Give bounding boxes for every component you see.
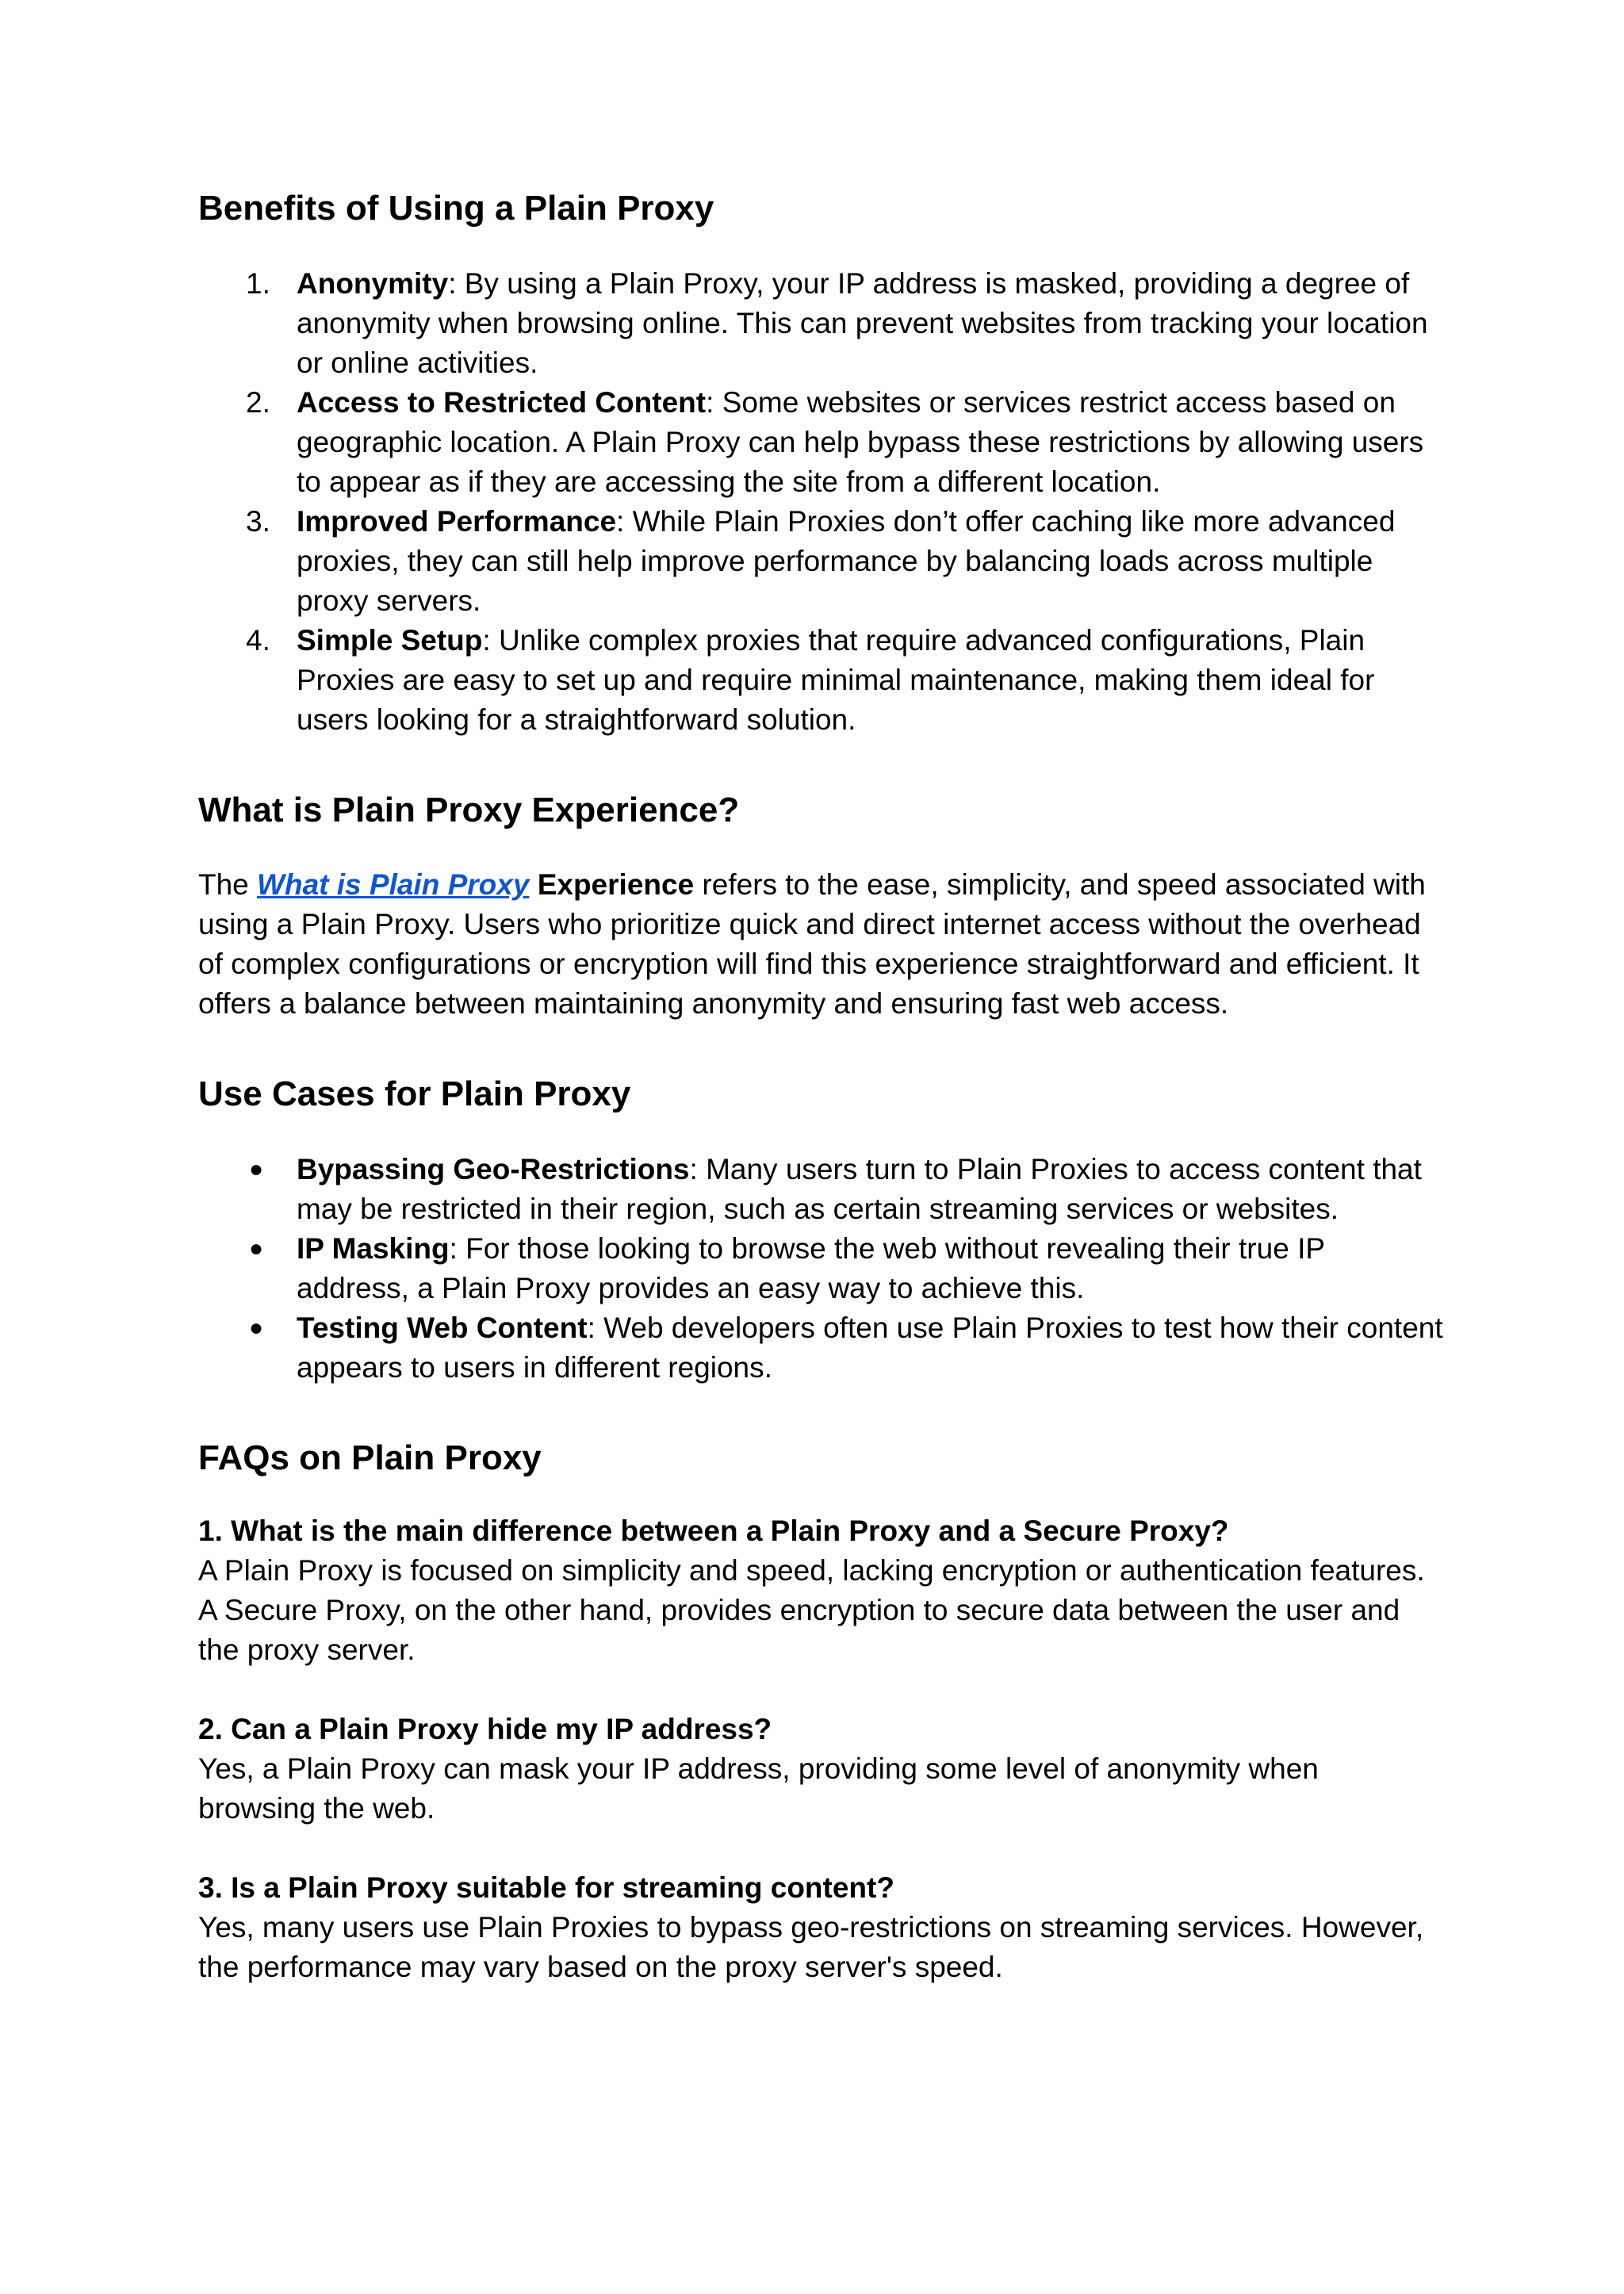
faq-answer: A Plain Proxy is focused on simplicity and speed, lacking encryption or authentication features. A Secure Proxy, on the other hand, provides encryption to secure data between the user and the proxy server.: [198, 1554, 1425, 1667]
faqs-heading: FAQs on Plain Proxy: [198, 1438, 542, 1477]
experience-intro: The: [198, 868, 258, 902]
use-case-text: : Many users turn to Plain Proxies to access content that may be restricted in their region, such as certain streaming services or websites.: [297, 1152, 1422, 1225]
benefit-term: Anonymity: [297, 266, 449, 300]
faq-answer: Yes, many users use Plain Proxies to bypass geo-restrictions on streaming services. However, the performance may vary based on the proxy server's speed.: [198, 1911, 1424, 1984]
benefit-text: : While Plain Proxies don’t offer caching like more advanced proxies, they can still help improve performance by balancing loads across multiple proxy servers.: [297, 504, 1396, 617]
bullet-icon: ●: [249, 1155, 264, 1182]
faq-item: [198, 1511, 1443, 1670]
list-number: 1.: [246, 266, 270, 300]
bullet-icon: ●: [249, 1314, 264, 1341]
use-case-term: Testing Web Content: [297, 1311, 588, 1344]
list-item: [198, 1229, 1443, 1308]
benefit-text: : Unlike complex proxies that require advanced configurations, Plain Proxies are easy to set up and require minimal maintenance, making them ideal for users looking for a straightforward solution.: [297, 623, 1375, 736]
benefit-term: Simple Setup: [297, 623, 483, 657]
bullet-icon: ●: [249, 1235, 264, 1262]
benefits-section: [198, 189, 1443, 740]
use-case-text: : For those looking to browse the web without revealing their true IP address, a Plain Proxy provides an easy way to achieve this.: [297, 1231, 1325, 1304]
experience-heading: What is Plain Proxy Experience?: [198, 790, 740, 829]
use-case-term: Bypassing Geo-Restrictions: [297, 1152, 690, 1185]
list-item: [198, 621, 1443, 740]
what-is-plain-proxy-link[interactable]: What is Plain Proxy: [257, 868, 530, 902]
faq-question: 1. What is the main difference between a Plain Proxy and a Secure Proxy?: [198, 1515, 1229, 1548]
faq-question: 2. Can a Plain Proxy hide my IP address?: [198, 1713, 772, 1746]
experience-paragraph: [198, 865, 1443, 1024]
list-number: 2.: [246, 385, 270, 419]
list-item: [198, 1308, 1443, 1388]
benefit-term: Access to Restricted Content: [297, 385, 707, 419]
use-cases-section: [198, 1074, 1443, 1388]
faq-answer: Yes, a Plain Proxy can mask your IP address, providing some level of anonymity when browsing the web.: [198, 1752, 1319, 1825]
use-cases-heading: Use Cases for Plain Proxy: [198, 1074, 631, 1114]
faq-item: [198, 1868, 1443, 1987]
list-item: [198, 264, 1443, 383]
faq-question: 3. Is a Plain Proxy suitable for streaming content?: [198, 1871, 894, 1905]
list-item: [198, 1150, 1443, 1229]
use-cases-list: [198, 1150, 1443, 1388]
faq-item: [198, 1710, 1443, 1829]
use-case-text: : Web developers often use Plain Proxies to test how their content appears to users in different regions.: [297, 1311, 1443, 1384]
benefit-text: : By using a Plain Proxy, your IP address is masked, providing a degree of anonymity when browsing online. This can prevent websites from tracking your location or online activities.: [297, 266, 1428, 379]
experience-bold: Experience: [529, 868, 695, 902]
benefits-heading: Benefits of Using a Plain Proxy: [198, 189, 714, 228]
benefits-list: [198, 264, 1443, 740]
benefit-text: : Some websites or services restrict access based on geographic location. A Plain Proxy can help bypass these restrictions by allowing users to appear as if they are accessing the site from a different location.: [297, 385, 1424, 498]
list-number: 3.: [246, 504, 270, 538]
list-item: [198, 502, 1443, 621]
use-case-term: IP Masking: [297, 1231, 450, 1265]
experience-section: [198, 791, 1443, 1024]
list-number: 4.: [246, 623, 270, 657]
list-item: [198, 383, 1443, 502]
document-body: [198, 189, 1443, 2027]
faqs-section: [198, 1438, 1443, 1988]
experience-body: refers to the ease, simplicity, and speed associated with using a Plain Proxy. Users who prioritize quick and direct internet access without the overhead of complex configurations or encryption will find this experience straightforward and efficient. It offers a balance between maintaining anonymity and ensuring fast web access.: [198, 868, 1426, 1021]
benefit-term: Improved Performance: [297, 504, 617, 538]
